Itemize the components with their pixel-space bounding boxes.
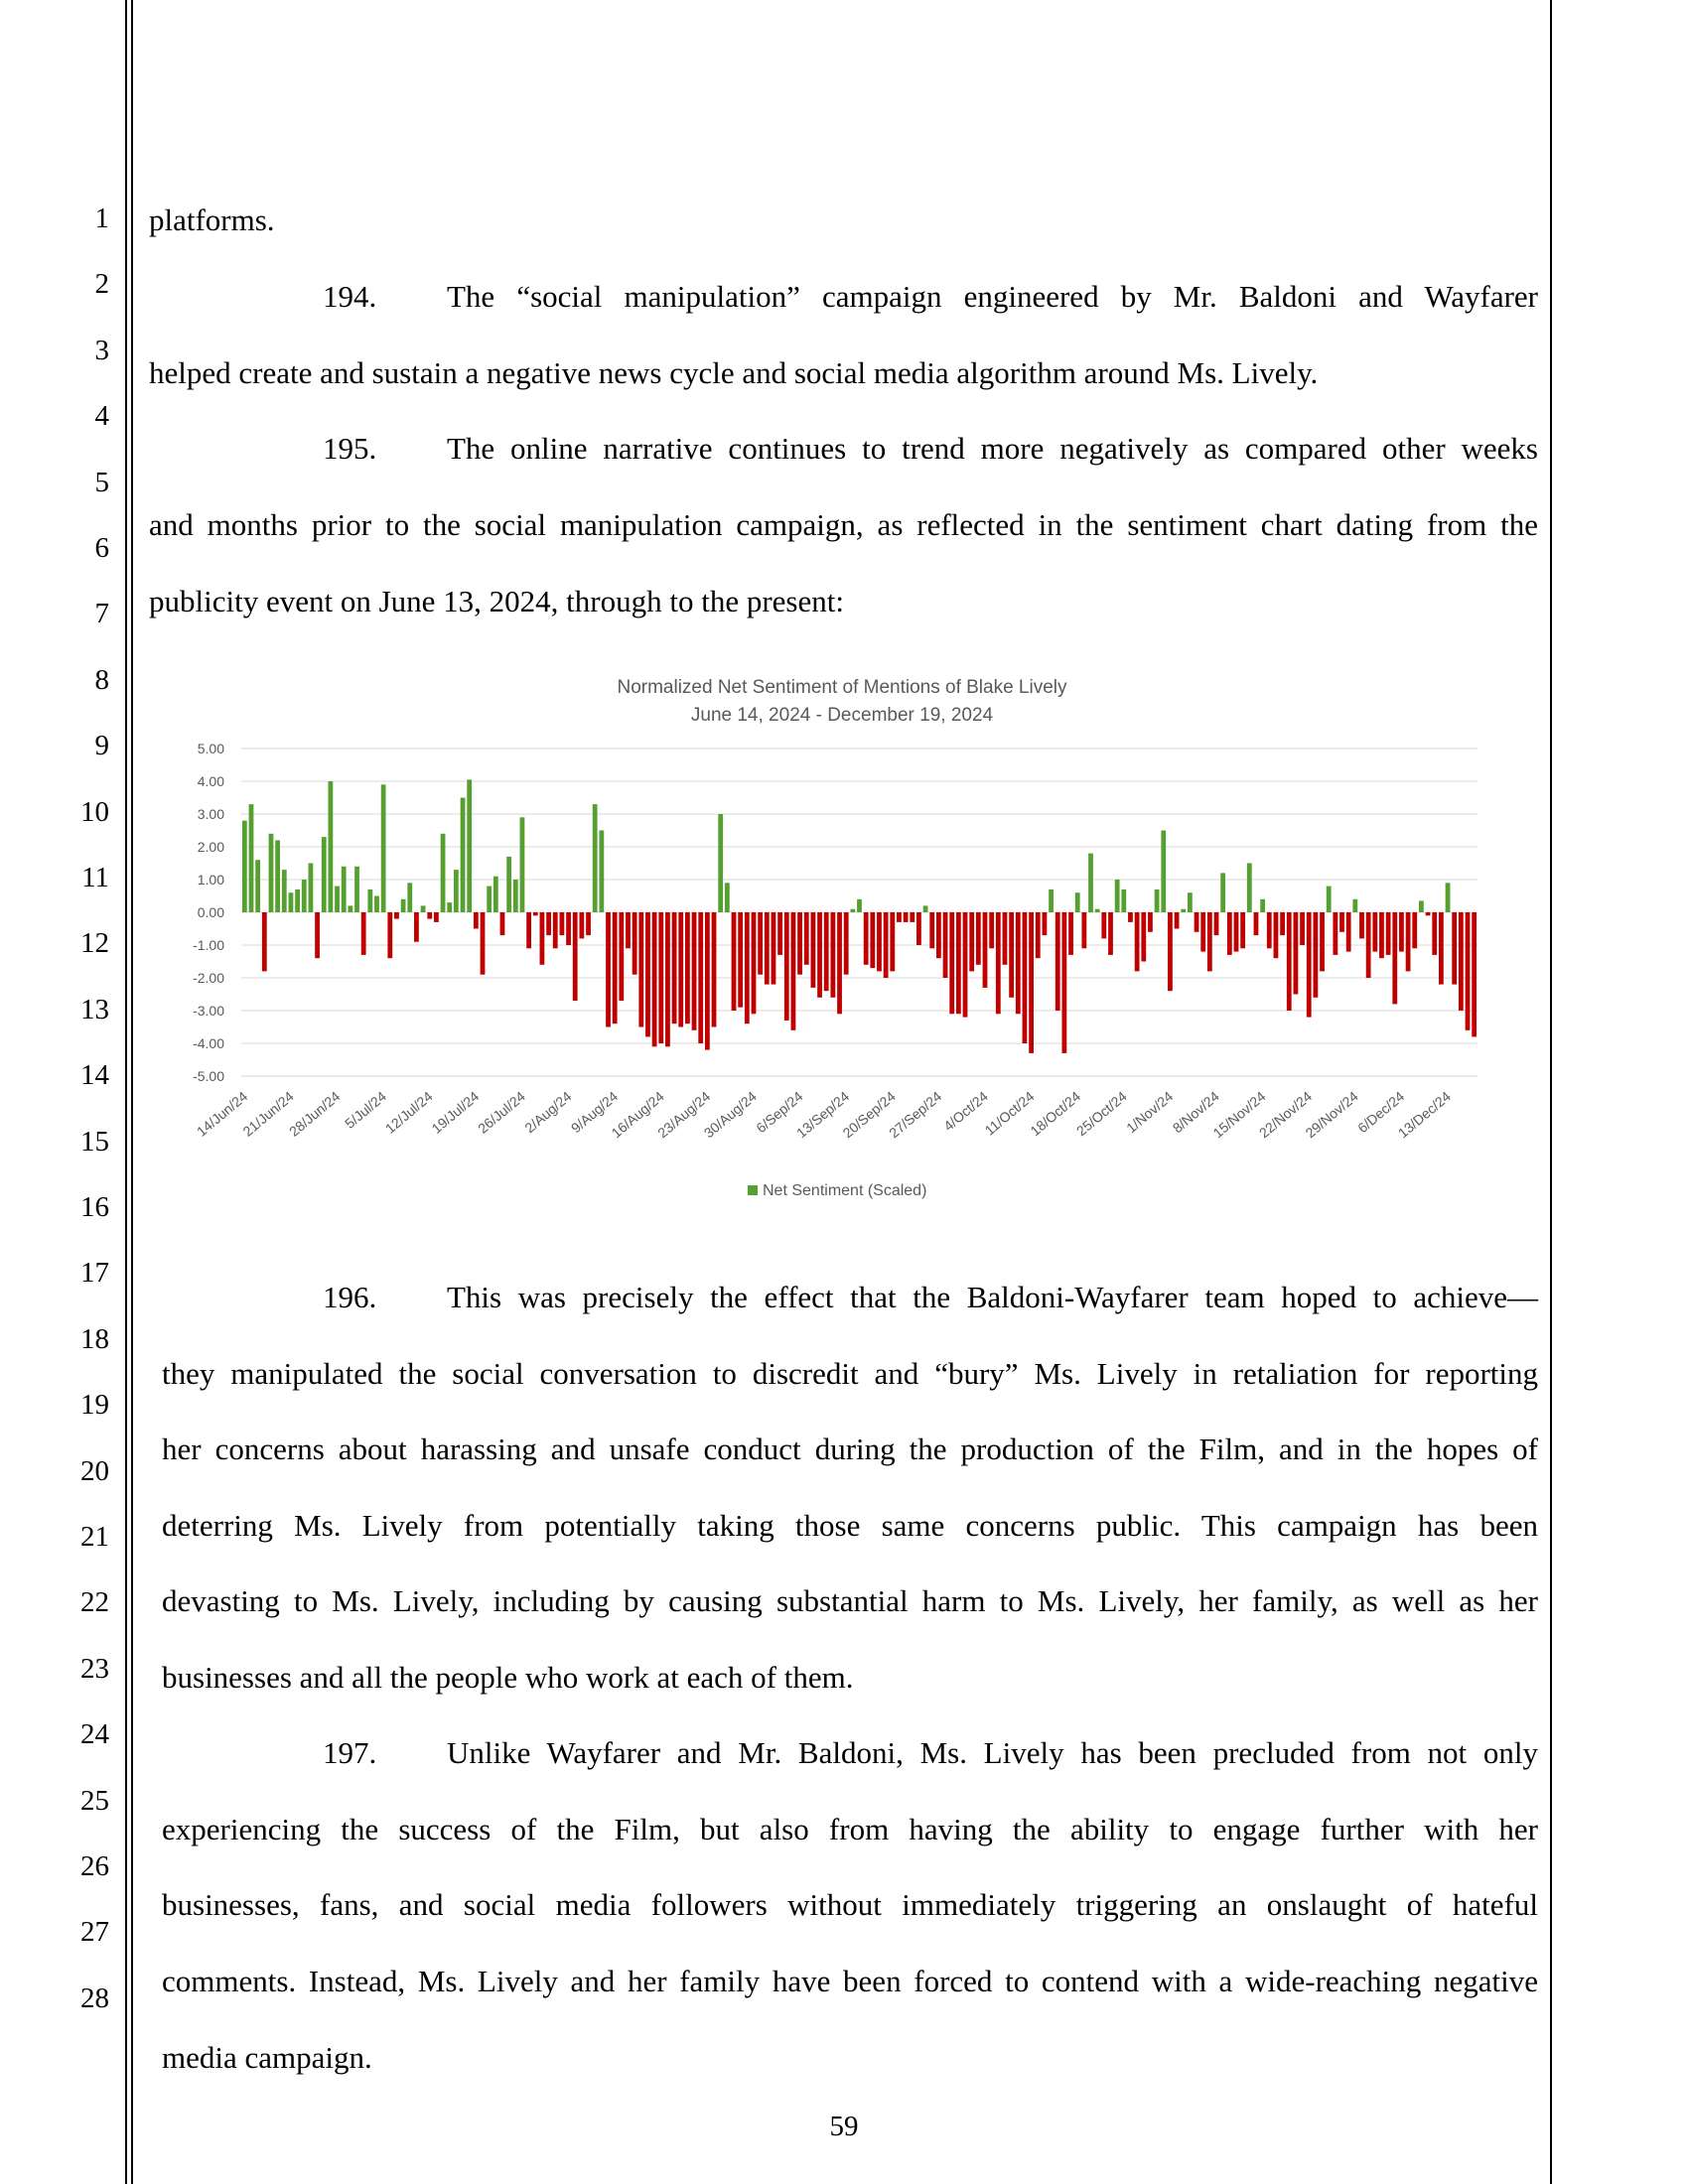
bar [738, 912, 743, 1008]
bar [1061, 912, 1066, 1053]
x-tick-label: 11/Oct/24 [981, 1088, 1038, 1139]
bar [1446, 883, 1451, 912]
bar [830, 912, 835, 998]
bar [758, 912, 763, 975]
legend-label: Net Sentiment (Scaled) [763, 1182, 927, 1199]
bar [626, 912, 631, 948]
bar [1081, 912, 1086, 948]
y-tick-label: 4.00 [197, 773, 224, 789]
bar [1115, 880, 1120, 912]
bar [1379, 912, 1384, 958]
line-number: 18 [80, 1323, 109, 1355]
bar [652, 912, 657, 1046]
x-tick-label: 25/Oct/24 [1072, 1088, 1130, 1140]
bar [1432, 912, 1437, 955]
bar [1333, 912, 1337, 955]
bar [1472, 912, 1477, 1036]
bar [1068, 912, 1073, 955]
bar [434, 912, 439, 922]
line-number: 20 [80, 1455, 109, 1487]
bar [1181, 909, 1186, 912]
bar [387, 912, 392, 958]
bar [837, 912, 842, 1014]
bar [725, 883, 730, 912]
x-tick-label: 29/Nov/24 [1302, 1088, 1361, 1142]
bar [579, 912, 584, 938]
line-number: 2 [94, 268, 109, 300]
bar [1121, 889, 1126, 912]
bar [910, 912, 914, 922]
paragraph-195-line-3: publicity event on June 13, 2024, through to the present: [149, 584, 844, 618]
bar [897, 912, 902, 922]
bar [1101, 912, 1106, 938]
bar [705, 912, 710, 1050]
x-tick-label: 9/Aug/24 [567, 1088, 622, 1137]
text-line: platforms. [149, 203, 275, 237]
x-tick-label: 30/Aug/24 [700, 1088, 760, 1142]
bar [560, 912, 565, 935]
bar [1260, 899, 1265, 912]
bar [1009, 912, 1014, 998]
bar [1188, 892, 1193, 912]
line-number: 23 [80, 1653, 109, 1685]
bar [1372, 912, 1377, 952]
bar [956, 912, 961, 1014]
paragraph-196-number: 196. [323, 1280, 377, 1314]
sentiment-chart-svg [169, 665, 1489, 1211]
bar [414, 912, 419, 942]
bar [784, 912, 789, 1021]
bar [976, 912, 981, 965]
paragraph-196-line-6: businesses and all the people who work at each of them. [162, 1660, 854, 1695]
bar [1254, 912, 1259, 935]
bar [1313, 912, 1318, 998]
bar [367, 889, 372, 912]
bar [1320, 912, 1325, 971]
bar [1267, 912, 1272, 948]
paragraph-196-line-5: devasting to Ms. Lively, including by causing substantial harm to Ms. Lively, her family, as well as her [162, 1583, 1538, 1618]
bar [850, 909, 855, 912]
bar [1003, 912, 1008, 965]
bar [1412, 912, 1417, 948]
paragraph-194-line-1: The “social manipulation” campaign engineered by Mr. Baldoni and Wayfarer [447, 279, 1538, 314]
y-tick-label: -4.00 [193, 1035, 224, 1051]
x-tick-label: 27/Sep/24 [886, 1088, 945, 1142]
bar [929, 912, 934, 948]
bar [606, 912, 611, 1027]
paragraph-197-line-4: comments. Instead, Ms. Lively and her family have been forced to contend with a wide-reaching negative [162, 1964, 1538, 1998]
line-number: 21 [80, 1521, 109, 1553]
bar [1148, 912, 1153, 932]
bar [1240, 912, 1245, 948]
bar [526, 912, 531, 948]
bar [441, 834, 446, 912]
line-number: 14 [80, 1059, 109, 1091]
line-number: 4 [94, 400, 109, 432]
x-tick-label: 6/Sep/24 [753, 1088, 806, 1137]
bar [698, 912, 703, 1043]
bar [890, 912, 895, 971]
bar [638, 912, 643, 1027]
paragraph-197-line-1: Unlike Wayfarer and Mr. Baldoni, Ms. Lively has been precluded from not only [447, 1735, 1538, 1770]
bar [1075, 892, 1080, 912]
bar [1406, 912, 1411, 971]
line-number: 10 [80, 796, 109, 828]
bar [752, 912, 757, 1014]
bar [407, 883, 412, 912]
bar [1200, 912, 1205, 952]
paragraph-196-line-3: her concerns about harassing and unsafe conduct during the production of the Film, and in the hopes of [162, 1432, 1538, 1466]
bar [335, 887, 340, 912]
bar [401, 899, 406, 912]
x-tick-label: 19/Jul/24 [428, 1088, 483, 1137]
bar [718, 814, 723, 912]
bar [1049, 889, 1054, 912]
bar [315, 912, 320, 958]
bar [309, 864, 314, 913]
y-tick-label: -3.00 [193, 1003, 224, 1019]
x-tick-label: 26/Jul/24 [475, 1088, 528, 1137]
bar [692, 912, 697, 1030]
x-tick-label: 13/Dec/24 [1394, 1088, 1454, 1142]
bar [857, 899, 862, 912]
bar [1339, 912, 1344, 932]
line-number: 25 [80, 1785, 109, 1817]
left-margin-rule-outer [125, 0, 127, 2184]
x-tick-label: 14/Jun/24 [193, 1088, 251, 1140]
bar [943, 912, 948, 978]
line-number: 22 [80, 1586, 109, 1618]
bar [493, 877, 498, 912]
bar [1055, 912, 1060, 1011]
bar [487, 887, 492, 912]
x-tick-label: 12/Jul/24 [381, 1088, 436, 1137]
bar [1352, 899, 1357, 912]
chart-title: Normalized Net Sentiment of Mentions of Blake Lively [617, 677, 1067, 698]
bar [566, 912, 571, 945]
line-number: 26 [80, 1850, 109, 1882]
bar [712, 912, 717, 1027]
x-tick-label: 1/Nov/24 [1123, 1088, 1177, 1137]
bar [633, 912, 637, 975]
left-margin-rule-inner [131, 0, 133, 2184]
x-tick-label: 8/Nov/24 [1169, 1088, 1222, 1137]
bar [1419, 900, 1424, 912]
bar [797, 912, 802, 975]
line-number: 8 [94, 664, 109, 696]
x-tick-label: 20/Sep/24 [839, 1088, 899, 1142]
bar [1366, 912, 1371, 978]
bar [506, 857, 511, 912]
bar [613, 912, 618, 1024]
bar [989, 912, 994, 948]
y-tick-label: -5.00 [193, 1068, 224, 1084]
x-tick-label: 5/Jul/24 [342, 1088, 390, 1132]
bar [573, 912, 578, 1001]
bar [381, 784, 386, 912]
line-number: 17 [80, 1257, 109, 1289]
bar [1234, 912, 1239, 952]
x-tick-label: 16/Aug/24 [608, 1088, 667, 1142]
paragraph-195-line-2: and months prior to the social manipulation campaign, as reflected in the sentiment chart dating from the [149, 507, 1538, 542]
x-tick-label: 15/Nov/24 [1209, 1088, 1269, 1142]
bar [1095, 909, 1100, 912]
y-tick-label: 3.00 [197, 806, 224, 822]
bar [1439, 912, 1444, 985]
line-number: 5 [94, 467, 109, 498]
bar [804, 912, 809, 965]
bar [1459, 912, 1464, 1011]
bar [500, 912, 505, 935]
bar [870, 912, 875, 968]
legend-swatch [748, 1185, 758, 1195]
bar [540, 912, 545, 965]
page-number: 59 [829, 2111, 859, 2142]
bar [916, 912, 921, 945]
bar [361, 912, 366, 955]
y-tick-label: 5.00 [197, 741, 224, 756]
chart-bars [242, 779, 1477, 1053]
bar [1294, 912, 1299, 995]
bar [1346, 912, 1351, 952]
bar [1327, 887, 1332, 912]
bar [593, 804, 598, 912]
bar [777, 912, 782, 955]
bar [586, 912, 591, 935]
bar [1399, 912, 1404, 952]
bar [1359, 912, 1364, 938]
bar [599, 831, 604, 913]
bar [949, 912, 954, 1014]
bar [269, 834, 274, 912]
bar [1220, 873, 1225, 912]
paragraph-196-line-4: deterring Ms. Lively from potentially taking those same concerns public. This campaign has been [162, 1508, 1538, 1543]
bar [342, 867, 347, 912]
bar [1108, 912, 1113, 955]
bar [1155, 889, 1160, 912]
chart-subtitle: June 14, 2024 - December 19, 2024 [690, 705, 994, 726]
bar [1287, 912, 1292, 1011]
line-number: 15 [80, 1126, 109, 1158]
bar [447, 902, 452, 912]
bar [969, 912, 974, 971]
bar [374, 896, 379, 913]
bar [791, 912, 796, 1030]
bar [658, 912, 663, 1043]
x-tick-label: 18/Oct/24 [1027, 1088, 1084, 1140]
x-tick-label: 4/Oct/24 [940, 1088, 991, 1135]
line-number: 1 [94, 203, 109, 234]
line-number: 11 [81, 862, 109, 893]
bar [295, 889, 300, 912]
bar [877, 912, 882, 971]
bar [1214, 912, 1219, 935]
right-margin-rule [1550, 0, 1552, 2184]
bar [1023, 912, 1028, 1043]
bar [678, 912, 683, 1027]
x-tick-label: 28/Jun/24 [286, 1088, 344, 1140]
bar [1043, 912, 1048, 935]
bar [772, 912, 776, 985]
chart-y-axis [193, 741, 224, 1084]
paragraph-195-number: 195. [323, 431, 377, 466]
bar [1227, 912, 1232, 955]
paragraph-196-line-2: they manipulated the social conversation to discredit and “bury” Ms. Lively in retaliation for reporting [162, 1356, 1538, 1391]
bar [824, 912, 829, 991]
bar [1280, 912, 1285, 935]
line-number: 6 [94, 532, 109, 564]
bar [1274, 912, 1279, 958]
line-number: 12 [80, 927, 109, 959]
y-tick-label: 1.00 [197, 872, 224, 887]
paragraph-197-line-2: experiencing the success of the Film, but also from having the ability to engage further with her [162, 1812, 1538, 1846]
bar [1386, 912, 1391, 955]
bar [520, 817, 525, 912]
chart-legend [748, 1182, 926, 1199]
bar [467, 779, 472, 912]
bar [454, 870, 459, 912]
bar [904, 912, 909, 922]
bar [619, 912, 624, 1001]
bar [745, 912, 750, 1024]
bar [1247, 864, 1252, 913]
bar [1128, 912, 1133, 922]
line-number: 3 [94, 335, 109, 366]
line-number: 9 [94, 730, 109, 761]
line-number: 27 [80, 1916, 109, 1948]
x-tick-label: 2/Aug/24 [521, 1088, 575, 1137]
bar [1088, 854, 1093, 912]
bar [1452, 912, 1457, 985]
paragraph-194-line-2: helped create and sustain a negative news cycle and social media algorithm around Ms. Lively. [149, 355, 1319, 390]
x-tick-label: 13/Sep/24 [792, 1088, 853, 1142]
y-tick-label: -1.00 [193, 937, 224, 953]
bar [1426, 912, 1431, 915]
bar [275, 840, 280, 912]
bar [983, 912, 988, 988]
bar [665, 912, 670, 1046]
bar [1016, 912, 1021, 1014]
bar [546, 912, 551, 935]
x-tick-label: 22/Nov/24 [1255, 1088, 1316, 1142]
paragraph-197-line-5: media campaign. [162, 2040, 372, 2075]
paragraph-196-line-1: This was precisely the effect that the Baldoni-Wayfarer team hoped to achieve— [447, 1280, 1538, 1314]
line-number: 28 [80, 1982, 109, 2014]
bar [242, 821, 247, 912]
paragraph-193-end [149, 205, 275, 235]
paragraph-194-number: 194. [323, 279, 377, 314]
bar [864, 912, 869, 965]
bar [553, 912, 558, 948]
paragraph-195-line-1: The online narrative continues to trend more negatively as compared other weeks [447, 431, 1538, 466]
line-number: 7 [94, 598, 109, 629]
bar [1029, 912, 1034, 1053]
bar [1300, 912, 1305, 945]
bar [996, 912, 1001, 1014]
bar [844, 912, 849, 975]
bar [513, 880, 518, 912]
bar [963, 912, 968, 1018]
bar [1392, 912, 1397, 1004]
paragraph-197-line-3: businesses, fans, and social media followers without immediately triggering an onslaught of hateful [162, 1887, 1538, 1922]
bar [289, 892, 294, 912]
bar [1036, 912, 1041, 958]
bar [533, 912, 538, 915]
bar [348, 905, 352, 912]
line-number: 24 [80, 1718, 109, 1750]
line-number: 16 [80, 1191, 109, 1223]
x-tick-label: 23/Aug/24 [654, 1088, 714, 1142]
bar [811, 912, 816, 988]
bar [481, 912, 486, 975]
x-tick-label: 6/Dec/24 [1354, 1088, 1408, 1137]
bar [1307, 912, 1312, 1018]
bar [1161, 831, 1166, 913]
bar [354, 867, 359, 912]
chart-x-axis [194, 1088, 1454, 1141]
bar [672, 912, 677, 1024]
bar [884, 912, 889, 978]
y-tick-label: -2.00 [193, 970, 224, 986]
bar [282, 870, 287, 912]
bar [427, 912, 432, 919]
bar [394, 912, 399, 919]
bar [255, 860, 260, 912]
bar [1135, 912, 1140, 971]
x-tick-label: 21/Jun/24 [239, 1088, 297, 1140]
bar [645, 912, 650, 1036]
y-tick-label: 0.00 [197, 904, 224, 920]
bar [685, 912, 690, 1024]
bar [732, 912, 737, 1011]
line-number: 13 [80, 994, 109, 1025]
paragraph-197-number: 197. [323, 1735, 377, 1770]
bar [328, 781, 333, 912]
bar [1207, 912, 1212, 971]
bar [936, 912, 941, 958]
bar [1175, 912, 1180, 929]
bar [765, 912, 770, 985]
bar [474, 912, 479, 929]
bar [421, 905, 426, 912]
sentiment-chart [169, 665, 1489, 1211]
bar [322, 837, 327, 912]
bar [262, 912, 267, 971]
bar [817, 912, 822, 998]
line-number: 19 [80, 1389, 109, 1421]
bar [1141, 912, 1146, 962]
bar [1195, 912, 1199, 932]
bar [461, 798, 466, 913]
bar [1466, 912, 1471, 1030]
bar [302, 880, 307, 912]
bar [923, 905, 928, 912]
bar [249, 804, 254, 912]
y-tick-label: 2.00 [197, 839, 224, 855]
bar [1168, 912, 1173, 991]
